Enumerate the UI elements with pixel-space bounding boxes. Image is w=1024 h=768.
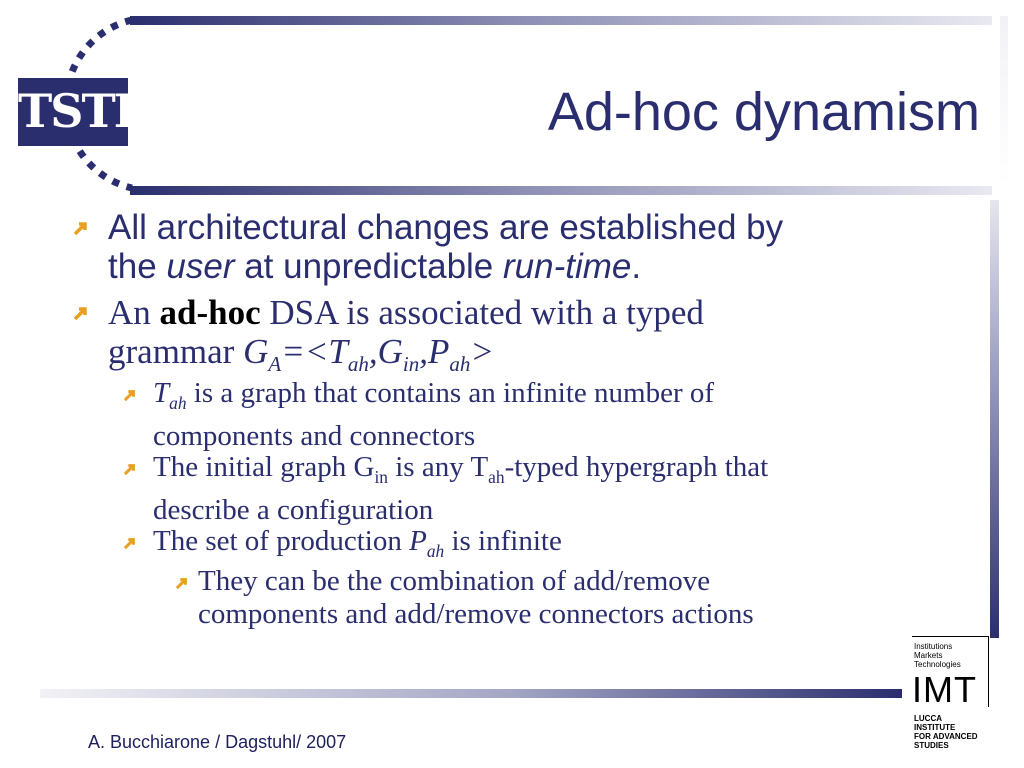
imt-logo-line-3: Technologies: [914, 660, 961, 669]
top-decorative-bar: [130, 16, 992, 25]
imt-logo-line-2: Markets: [914, 651, 943, 660]
bullet-3: [153, 377, 933, 453]
right-decorative-bar: [990, 200, 999, 638]
imt-logo-line-5: INSTITUTE: [914, 723, 956, 732]
bullet-4-line-1: The initial graph $G_{in}$ is any $T_{ah}$-typed hypergraph that: [153, 451, 769, 487]
bullet-3-line-2: components and connectors: [153, 419, 476, 452]
arrow-bullet-icon: [74, 306, 88, 320]
imt-logo-line-1: Institutions: [914, 642, 953, 651]
arrow-bullet-icon: [124, 463, 136, 475]
bullet-3-line-1: $T_{ah}$ is a graph that contains an infinite number of: [153, 377, 715, 413]
bullet-6: [198, 565, 938, 631]
imt-logo: [908, 636, 1004, 756]
bottom-decorative-bar: [40, 689, 902, 698]
slide-title: Ad-hoc dynamism: [547, 82, 980, 142]
imt-logo-line-6: FOR ADVANCED: [914, 732, 978, 741]
bullet-2-line-1: An ad-hoc DSA is associated with a typed: [108, 293, 704, 332]
imt-logo-acronym: IMT: [912, 669, 977, 710]
bullet-2: [108, 293, 908, 384]
slide-footer: A. Bucchiarone / Dagstuhl/ 2007: [88, 732, 347, 752]
imt-logo-line-4: LUCCA: [914, 714, 942, 723]
bullet-6-line-1: They can be the combination of add/remove: [198, 565, 711, 597]
istituto-logo: [18, 78, 134, 146]
arrow-bullet-icon: [176, 577, 188, 589]
bullet-4-line-2: describe a configuration: [153, 493, 434, 526]
bullet-2-line-2: grammar $G_A=<T_{ah},G_{in},P_{ah}>$: [108, 332, 495, 376]
bullet-1-line-2: the user at unpredictable run-time.: [108, 247, 642, 286]
arrow-bullet-icon: [124, 389, 136, 401]
header-underline-bar: [130, 186, 992, 195]
logo-text: TSTI: [18, 84, 134, 138]
bullet-1: [108, 208, 908, 286]
arrow-bullet-icon: [124, 537, 136, 549]
bullet-5-line-1: The set of production $P_{ah}$ is infinite: [153, 525, 562, 561]
bullet-4: [153, 451, 953, 527]
bullet-1-line-1: All architectural changes are established by: [108, 208, 784, 247]
bullet-5: [153, 525, 933, 568]
imt-logo-line-7: STUDIES: [914, 741, 949, 750]
top-right-fade-bar: [1000, 16, 1008, 186]
bullet-6-line-2: components and add/remove connectors actions: [198, 598, 754, 630]
arrow-bullet-icon: [74, 221, 88, 235]
